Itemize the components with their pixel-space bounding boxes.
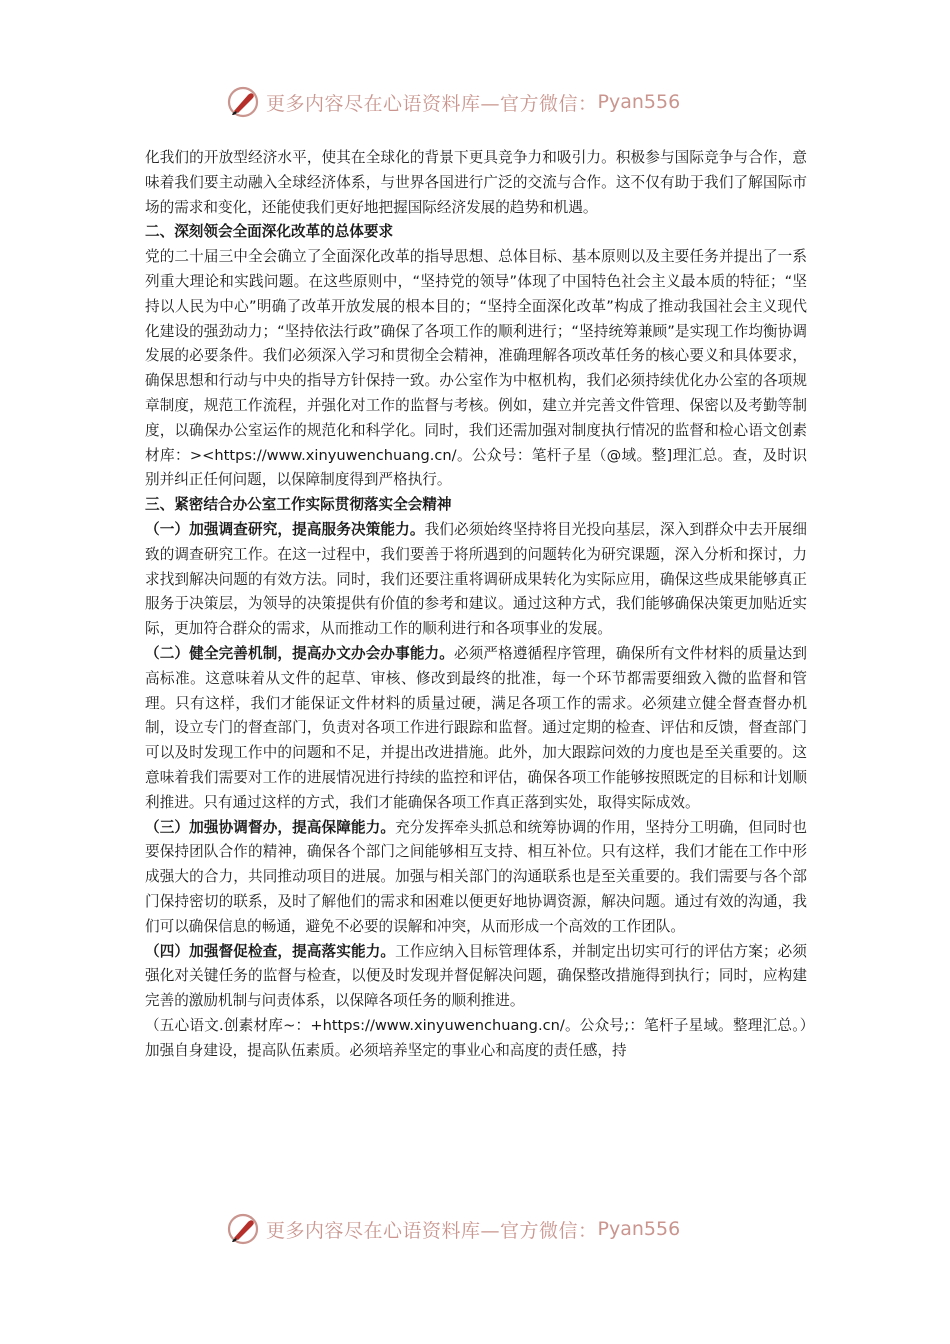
paragraph-intro: 化我们的开放型经济水平，使其在全球化的背景下更具竞争力和吸引力。积极参与国际竞争与合作，意味着我们要主动融入全球经济体系，与世界各国进行广泛的交流与合作。这不仅有助于我们了解国际市场的需求和变化，还能使我们更好地把握国际经济发展的趋势和机遇。 <box>145 149 807 216</box>
subsection-1 <box>145 518 807 642</box>
section-heading-2: 二、深刻领会全面深化改革的总体要求 <box>145 223 394 241</box>
subsection-3-lead: （三）加强协调督办，提高保障能力。 <box>145 818 396 836</box>
header-banner <box>226 82 746 122</box>
brush-logo-icon <box>226 85 260 119</box>
paragraph-section-2: 党的二十届三中全会确立了全面深化改革的指导思想、总体目标、基本原则以及主要任务并提出了一系列重大理论和实践问题。在这些原则中，“坚持党的领导”体现了中国特色社会主义最本质的特征；“坚持以人民为中心”明确了改革开放发展的根本目的；“坚持全面深化改革”构成了推动我国社会主义现代化建设的强劲动力；“坚持依法行政”确保了各项工作的顺利进行；“坚持统筹兼顾”是实现工作均衡协调发展的必要条件。我们必须深入学习和贯彻全会精神，准确理解各项改革任务的核心要义和具体要求，确保思想和行动与中央的指导方针保持一致。办公室作为中枢机构，我们必须持续优化办公室的各项规章制度，规范工作流程，并强化对工作的监督与考核。例如，建立并完善文件管理、保密以及考勤等制度，以确保办公室运作的规范化和科学化。同时，我们还需加强对制度执行情况的监督和检心语文创素材库：><https://www.xinyuwenchuang.cn/。公众号：笔杆子星（@域。整]理汇总。查，及时识别并纠正任何问题，以保障制度得到严格执行。 <box>145 248 807 489</box>
banner-wechat-id: Pyan556 <box>597 1218 681 1240</box>
subsection-1-body: 我们必须始终坚持将目光投向基层，深入到群众中去开展细致的调查研究工作。在这一过程中，我们要善于将所遇到的问题转化为研究课题，深入分析和探讨，力求找到解决问题的有效方法。同时，我们还要注重将调研成果转化为实际应用，确保这些成果能够真正服务于决策层，为领导的决策提供有价值的参考和建议。通过这种方式，我们能够确保决策更加贴近实际，更加符合群众的需求，从而推动工作的顺利进行和各项事业的发展。 <box>145 520 807 638</box>
subsection-3-body: 充分发挥牵头抓总和统筹协调的作用，坚持分工明确，但同时也要保持团队合作的精神，确保各个部门之间能够相互支持、相互补位。只有这样，我们才能在工作中形成强大的合力，共同推动项目的进展。加强与相关部门的沟通联系也是至关重要的。我们需要与各个部门保持密切的联系，及时了解他们的需求和困难以便更好地协调资源，解决问题。通过有效的沟通，我们可以确保信息的畅通，避免不必要的误解和冲突，从而形成一个高效的工作团队。 <box>145 818 807 935</box>
banner-text: 更多内容尽在心语资料库—官方微信： <box>266 1219 598 1242</box>
subsection-2-lead: （二）健全完善机制，提高办文办会办事能力。 <box>145 644 454 662</box>
subsection-3 <box>145 816 807 940</box>
subsection-2 <box>145 642 807 816</box>
banner-text: 更多内容尽在心语资料库—官方微信： <box>266 92 598 115</box>
subsection-2-body: 必须严格遵循程序管理，确保所有文件材料的质量达到高标准。这意味着从文件的起草、审核、修改到最终的批准，每一个环节都需要细致入微的监督和管理。只有这样，我们才能保证文件材料的质量过硬，满足各项工作的需求。必须建立健全督查督办机制，设立专门的督查部门，负责对各项工作进行跟踪和监督。通过定期的检查、评估和反馈，督查部门可以及时发现工作中的问题和不足，并提出改进措施。此外，加大跟踪问效的力度也是至关重要的。这意味着我们需要对工作的进展情况进行持续的监控和评估，确保各项工作能够按照既定的目标和计划顺利推进。只有通过这样的方式，我们才能确保各项工作真正落到实处，取得实际成效。 <box>145 644 807 811</box>
footer-banner <box>226 1209 746 1249</box>
subsection-4 <box>145 940 807 1014</box>
banner-wechat-id: Pyan556 <box>597 91 681 113</box>
subsection-1-lead: （一）加强调查研究，提高服务决策能力。 <box>145 520 425 538</box>
brush-logo-icon <box>226 1212 260 1246</box>
section-heading-3: 三、紧密结合办公室工作实际贯彻落实全会精神 <box>145 496 452 514</box>
subsection-4-body: 工作应纳入目标管理体系，并制定出切实可行的评估方案；必须强化对关键任务的监督与检查，以便及时发现并督促解决问题，确保整改措施得到执行；同时，应构建完善的激励机制与问责体系，以保障各项任务的顺利推进。 <box>145 942 807 1010</box>
document-body <box>145 146 807 1063</box>
subsection-5: （五心语文.创素材库~：+https://www.xinyuwenchuang.cn/。公众号;：笔杆子星域。整理汇总。）加强自身建设，提高队伍素质。必须培养坚定的事业心和高度的责任感，持 <box>145 1016 807 1059</box>
subsection-4-lead: （四）加强督促检查，提高落实能力。 <box>145 942 396 960</box>
